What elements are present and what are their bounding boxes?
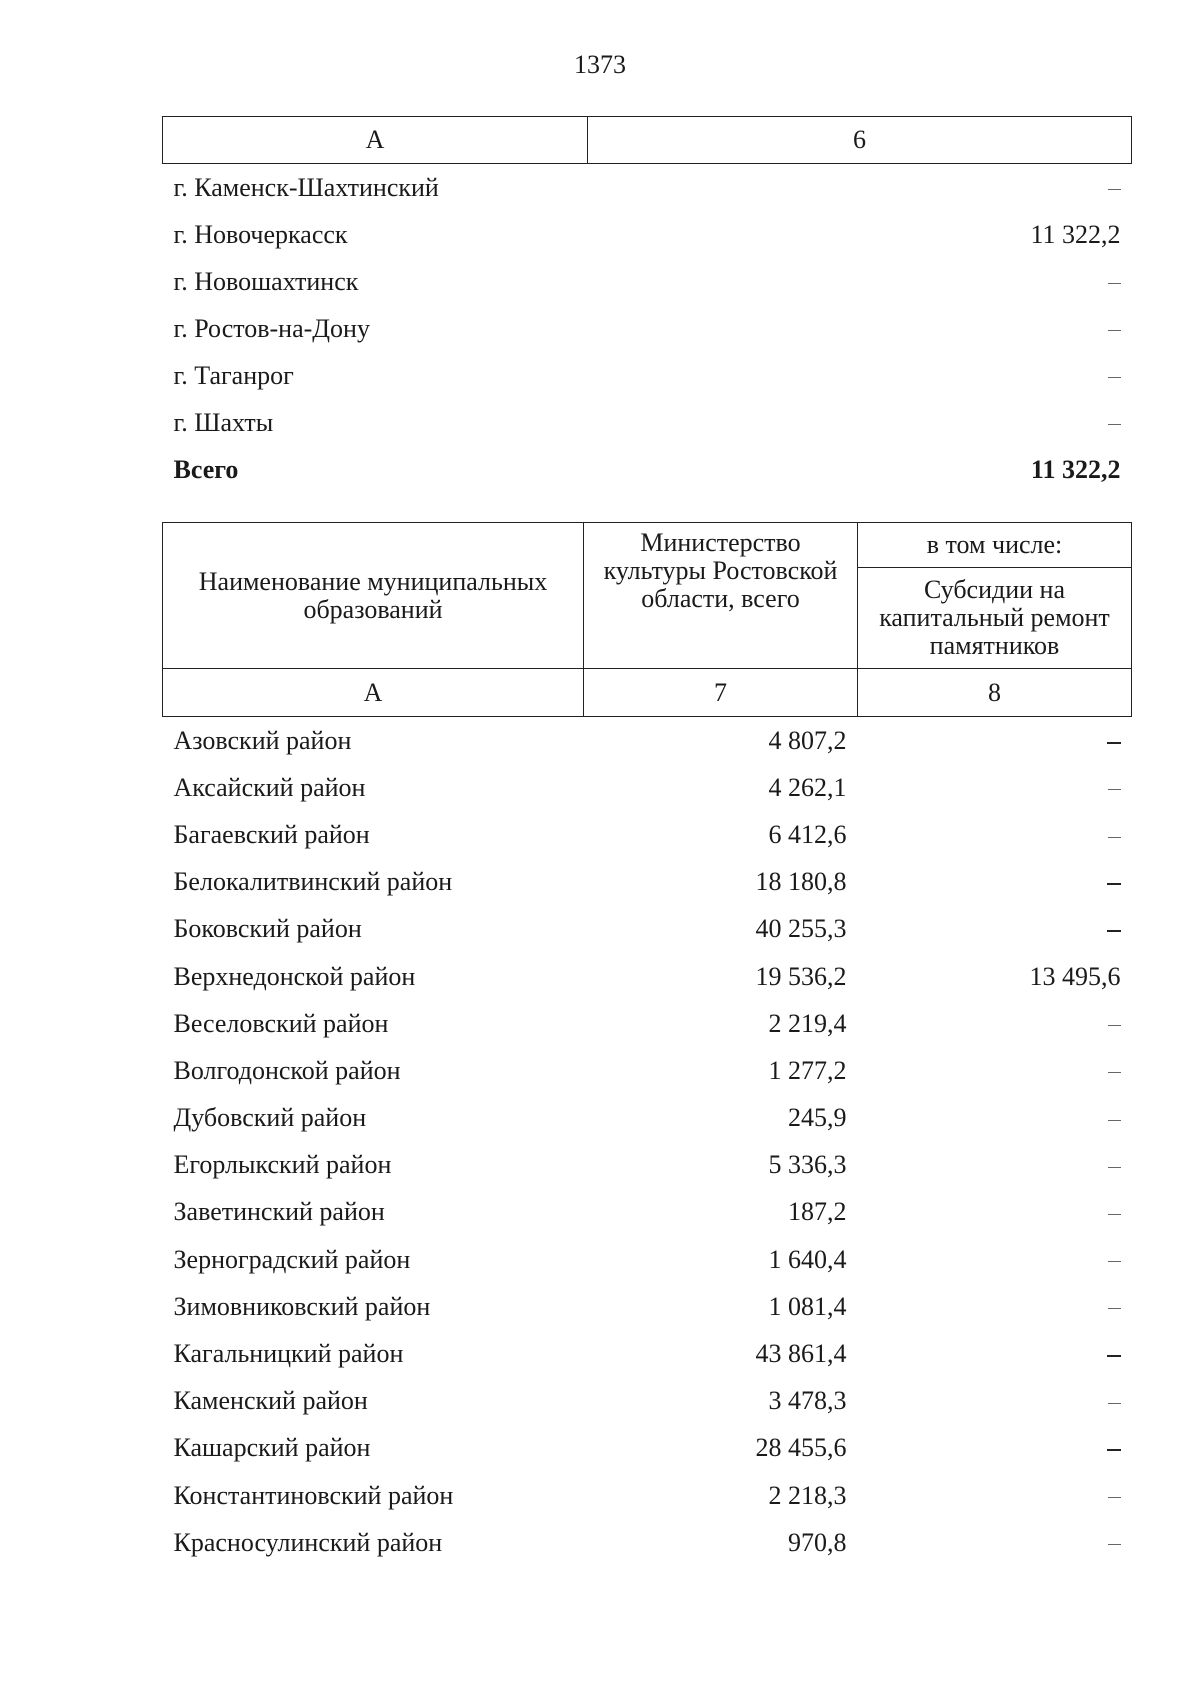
- total-funding-value: 2 219,4: [768, 1008, 847, 1038]
- total-funding-value: 3 478,3: [768, 1386, 847, 1416]
- subsidy-value: [858, 1283, 1132, 1330]
- table-district-culture-funding: [162, 522, 1132, 1566]
- total-funding-value: 5 336,3: [768, 1150, 847, 1180]
- dash-mark: [1108, 1214, 1121, 1215]
- subsidy-value: [858, 1095, 1132, 1142]
- dash-mark: [1108, 330, 1121, 331]
- dash-mark: [1108, 377, 1121, 378]
- subsidy-value: [858, 1330, 1132, 1377]
- table-row: [163, 399, 1132, 446]
- dash-mark: [1108, 424, 1121, 425]
- table-row: [163, 1519, 1132, 1566]
- value-cell: [588, 164, 1132, 212]
- district-name: Кашарский район: [173, 1433, 371, 1463]
- page-number: 1373: [574, 50, 626, 79]
- subsidy-value: [858, 717, 1132, 765]
- value-cell: [588, 258, 1132, 305]
- dash-mark: [1107, 742, 1121, 744]
- total-label: Всего: [173, 454, 239, 484]
- table-row: [163, 352, 1132, 399]
- total-funding-value: 6 412,6: [768, 819, 847, 849]
- value-cell: [588, 305, 1132, 352]
- table-row: [163, 764, 1132, 811]
- municipality-name: г. Таганрог: [173, 360, 294, 390]
- subsidy-value: [858, 1000, 1132, 1047]
- total-funding-value: 245,9: [788, 1103, 847, 1133]
- district-name: Егорлыкский район: [173, 1150, 392, 1180]
- subsidy-value: [858, 859, 1132, 906]
- total-funding-value: 43 861,4: [755, 1339, 847, 1369]
- table-row: [163, 164, 1132, 212]
- subsidy-value: [858, 811, 1132, 858]
- table-row: [163, 211, 1132, 258]
- table-row: [163, 1330, 1132, 1377]
- district-name: Белокалитвинский район: [173, 867, 453, 897]
- total-funding-value: 18 180,8: [755, 867, 847, 897]
- table-row: [163, 1142, 1132, 1189]
- dash-mark: [1107, 1449, 1121, 1451]
- total-funding-value: 1 640,4: [768, 1244, 847, 1274]
- total-funding-value: 970,8: [788, 1527, 847, 1557]
- table-row: [163, 1283, 1132, 1330]
- subsidy-value: [858, 1378, 1132, 1425]
- dash-mark: [1108, 1544, 1121, 1545]
- table-header-row: [163, 523, 1132, 568]
- total-funding-value: 40 255,3: [755, 914, 847, 944]
- table-row: [163, 1378, 1132, 1425]
- subsidy-value: 13 495,6: [1029, 961, 1121, 991]
- table-row: [163, 1047, 1132, 1094]
- subsidy-value: [858, 1236, 1132, 1283]
- value-cell: [588, 352, 1132, 399]
- dash-mark: [1108, 1261, 1121, 1262]
- municipality-name: г. Новочеркасск: [173, 219, 348, 249]
- table-row: [163, 811, 1132, 858]
- table-row: [163, 1472, 1132, 1519]
- table-header-row: [163, 117, 1132, 164]
- district-name: Зерноградский район: [173, 1244, 411, 1274]
- subsidy-value: [858, 1142, 1132, 1189]
- table-row: [163, 953, 1132, 1000]
- total-funding-value: 28 455,6: [755, 1433, 847, 1463]
- district-name: Верхнедонской район: [173, 961, 416, 991]
- table-row: [163, 1095, 1132, 1142]
- municipality-name: г. Шахты: [173, 407, 274, 437]
- dash-mark: [1108, 1497, 1121, 1498]
- municipality-name: г. Ростов-на-Дону: [173, 313, 370, 343]
- dash-mark: [1108, 1025, 1121, 1026]
- total-funding-value: 2 218,3: [768, 1480, 847, 1510]
- dash-mark: [1108, 1308, 1121, 1309]
- dash-mark: [1108, 1072, 1121, 1073]
- table-city-subsidies: [162, 116, 1132, 493]
- column-header-name: Наименование муниципальных образований: [163, 523, 584, 669]
- table-row: [163, 1425, 1132, 1472]
- district-name: Багаевский район: [173, 819, 370, 849]
- column-header-a: А: [163, 117, 588, 164]
- district-name: Азовский район: [173, 725, 352, 755]
- total-funding-value: 1 277,2: [768, 1055, 847, 1085]
- subsidy-value: [858, 764, 1132, 811]
- table-row: [163, 906, 1132, 953]
- district-name: Боковский район: [173, 914, 362, 944]
- total-value: 11 322,2: [1030, 454, 1121, 484]
- district-name: Заветинский район: [173, 1197, 385, 1227]
- table-row: [163, 1189, 1132, 1236]
- column-header-subsidies: Субсидии на капитальный ремонт памятников: [858, 568, 1132, 669]
- dash-mark: [1108, 789, 1121, 790]
- column-header-group: в том числе:: [858, 523, 1132, 568]
- value-cell: 11 322,2: [1030, 219, 1121, 249]
- district-name: Волгодонской район: [173, 1055, 401, 1085]
- column-header-6: 6: [588, 117, 1132, 164]
- dash-mark: [1107, 883, 1121, 885]
- total-funding-value: 19 536,2: [755, 961, 847, 991]
- table-row: [163, 305, 1132, 352]
- table-row: [163, 1000, 1132, 1047]
- total-funding-value: 1 081,4: [768, 1291, 847, 1321]
- total-funding-value: 187,2: [788, 1197, 847, 1227]
- dash-mark: [1108, 1120, 1121, 1121]
- district-name: Константиновский район: [173, 1480, 454, 1510]
- subsidy-value: [858, 906, 1132, 953]
- total-row: [163, 446, 1132, 493]
- total-funding-value: 4 262,1: [768, 772, 847, 802]
- district-name: Каменский район: [173, 1386, 368, 1416]
- dash-mark: [1107, 1355, 1121, 1357]
- dash-mark: [1108, 1167, 1121, 1168]
- municipality-name: г. Каменск-Шахтинский: [173, 172, 439, 202]
- column-header-total: Министерство культуры Ростовской области, всего: [584, 523, 858, 669]
- district-name: Зимовниковский район: [173, 1291, 431, 1321]
- table-row: [163, 258, 1132, 305]
- municipality-name: г. Новошахтинск: [173, 266, 359, 296]
- district-name: Красносулинский район: [173, 1527, 443, 1557]
- subsidy-value: [858, 1425, 1132, 1472]
- dash-mark: [1108, 837, 1121, 838]
- subsidy-value: [858, 1047, 1132, 1094]
- subsidy-value: [858, 1472, 1132, 1519]
- district-name: Веселовский район: [173, 1008, 389, 1038]
- column-number-a: А: [163, 669, 584, 717]
- district-name: Кагальницкий район: [173, 1339, 404, 1369]
- dash-mark: [1108, 1403, 1121, 1404]
- dash-mark: [1107, 930, 1121, 932]
- total-funding-value: 4 807,2: [768, 725, 847, 755]
- subsidy-value: [858, 1519, 1132, 1566]
- table-row: [163, 717, 1132, 765]
- table-number-row: [163, 669, 1132, 717]
- district-name: Дубовский район: [173, 1103, 367, 1133]
- value-cell: [588, 399, 1132, 446]
- dash-mark: [1108, 189, 1121, 190]
- table-row: [163, 859, 1132, 906]
- column-number-8: 8: [858, 669, 1132, 717]
- table-row: [163, 1236, 1132, 1283]
- column-number-7: 7: [584, 669, 858, 717]
- subsidy-value: [858, 1189, 1132, 1236]
- dash-mark: [1108, 283, 1121, 284]
- district-name: Аксайский район: [173, 772, 366, 802]
